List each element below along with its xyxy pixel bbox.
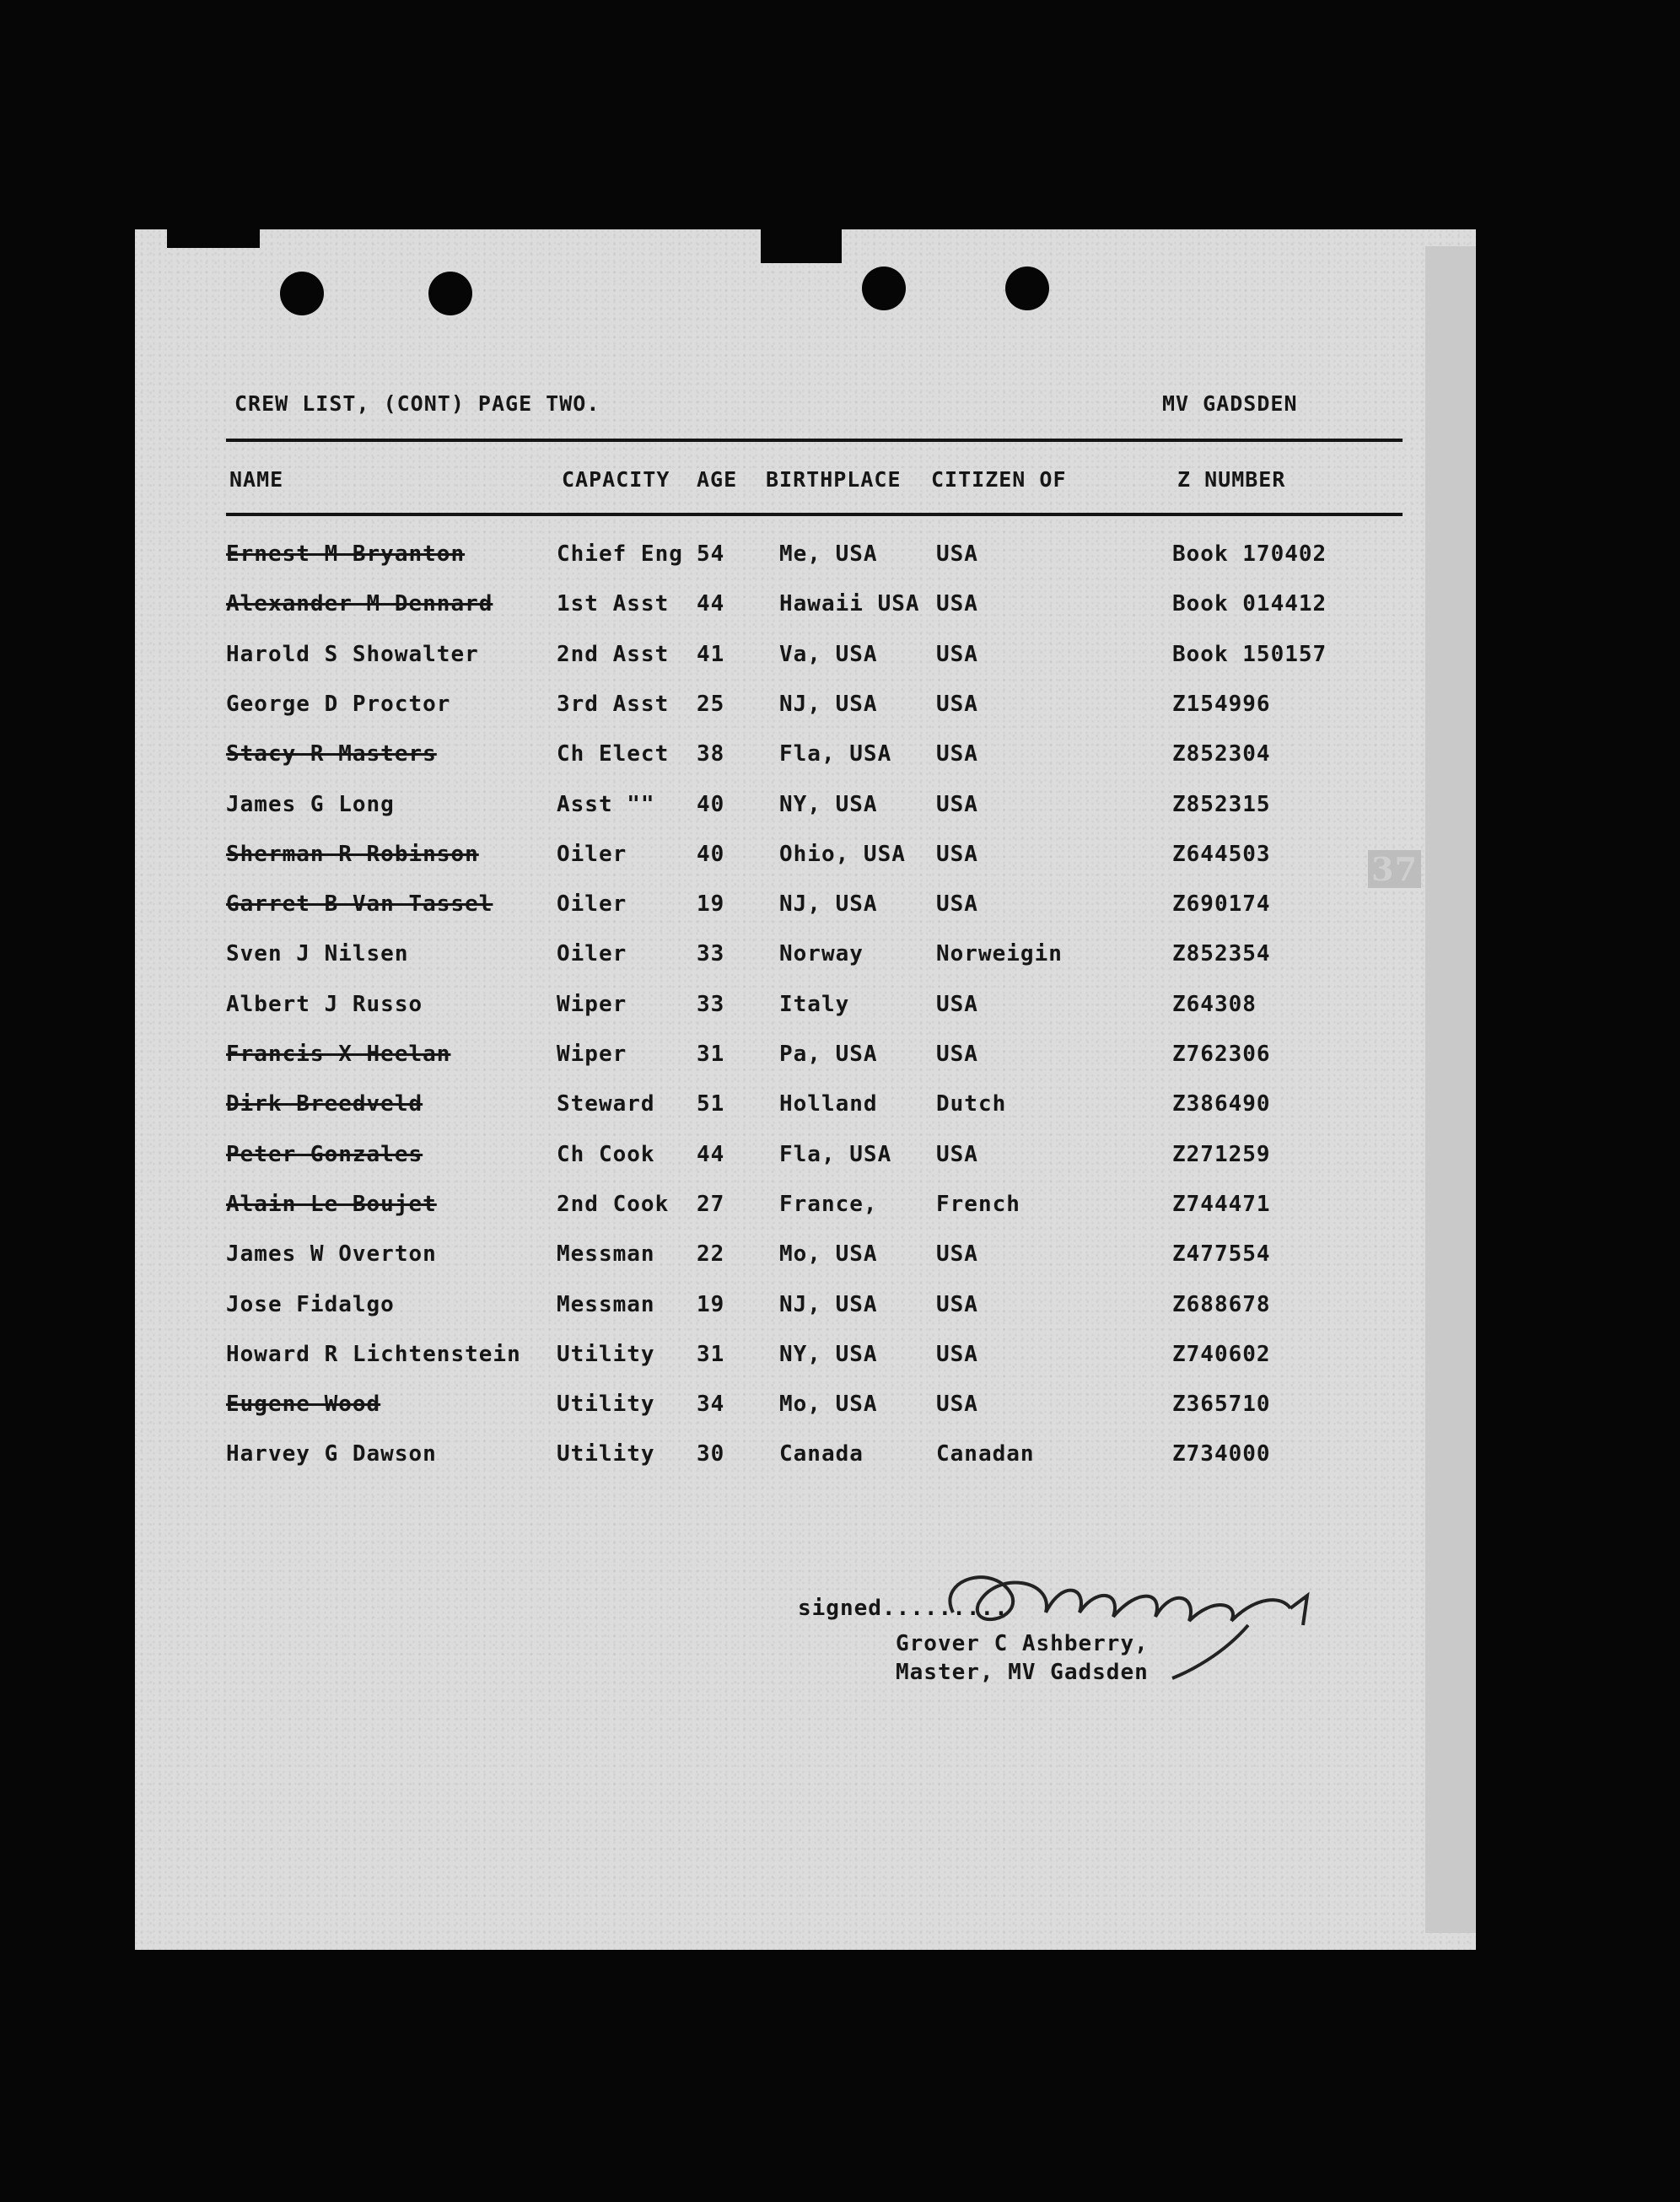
crew-birthplace: Mo, USA [779,1241,878,1268]
crew-name: Sherman R Robinson [226,841,479,867]
crew-capacity: Oiler [557,841,627,867]
crew-birthplace: Fla, USA [779,741,892,767]
table-row [135,591,1476,640]
crew-z-number: Z852304 [1172,741,1271,767]
crew-age: 19 [697,891,725,918]
crew-birthplace: Hawaii USA [779,591,920,617]
punch-hole-1 [280,272,324,315]
crew-capacity: Ch Cook [557,1141,655,1167]
crew-capacity: Steward [557,1091,655,1117]
crew-birthplace: Norway [779,941,864,967]
crew-citizen: USA [936,1141,978,1167]
page-title: CREW LIST, (CONT) PAGE TWO. [234,391,600,416]
crew-birthplace: Me, USA [779,541,878,567]
header-rule-bottom [226,513,1403,516]
crew-citizen: USA [936,541,978,567]
crew-name: Garret B Van Tassel [226,891,493,918]
table-row [135,842,1476,891]
crew-z-number: Z688678 [1172,1291,1271,1317]
crew-age: 19 [697,1291,725,1317]
crew-age: 38 [697,741,725,767]
table-row [135,1192,1476,1241]
col-citizen: CITIZEN OF [931,467,1067,492]
crew-capacity: Utility [557,1341,655,1367]
crew-birthplace: NY, USA [779,791,878,817]
crew-age: 25 [697,691,725,717]
crew-name: Harvey G Dawson [226,1441,437,1467]
crew-birthplace: Mo, USA [779,1392,878,1418]
crew-citizen: USA [936,1042,978,1067]
top-notch-mid [761,229,842,263]
punch-hole-4 [1005,267,1049,310]
crew-name: Francis X Heelan [226,1042,451,1067]
table-row [135,1042,1476,1090]
crew-z-number: Book 014412 [1172,591,1327,617]
crew-age: 31 [697,1341,725,1367]
crew-citizen: French [936,1191,1020,1217]
crew-age: 27 [697,1191,725,1217]
crew-birthplace: NY, USA [779,1341,878,1367]
crew-name: Jose Fidalgo [226,1291,395,1317]
crew-capacity: 2nd Cook [557,1191,670,1217]
punch-hole-2 [428,272,472,315]
crew-birthplace: Pa, USA [779,1042,878,1067]
crew-z-number: Z365710 [1172,1392,1271,1418]
crew-name: Dirk Breedveld [226,1091,423,1117]
table-row [135,941,1476,990]
crew-age: 31 [697,1042,725,1067]
crew-citizen: USA [936,591,978,617]
crew-capacity: Oiler [557,891,627,918]
crew-capacity: 2nd Asst [557,641,670,667]
crew-age: 30 [697,1441,725,1467]
crew-age: 40 [697,791,725,817]
crew-birthplace: Holland [779,1091,878,1117]
crew-z-number: Z64308 [1172,991,1257,1017]
table-row [135,1091,1476,1140]
crew-citizen: USA [936,1241,978,1268]
col-name: NAME [229,467,284,492]
crew-birthplace: NJ, USA [779,691,878,717]
crew-age: 34 [697,1392,725,1418]
crew-z-number: Z690174 [1172,891,1271,918]
crew-name: Eugene Wood [226,1392,381,1418]
crew-capacity: 3rd Asst [557,691,670,717]
crew-citizen: USA [936,991,978,1017]
crew-capacity: Utility [557,1441,655,1467]
crew-age: 51 [697,1091,725,1117]
table-row [135,1441,1476,1490]
table-row [135,642,1476,691]
crew-age: 40 [697,841,725,867]
crew-birthplace: NJ, USA [779,891,878,918]
crew-z-number: Z477554 [1172,1241,1271,1268]
crew-birthplace: Canada [779,1441,864,1467]
crew-capacity: Messman [557,1241,655,1268]
crew-capacity: Asst "" [557,791,655,817]
crew-name: Alain Le Boujet [226,1191,437,1217]
crew-age: 33 [697,941,725,967]
crew-z-number: Z734000 [1172,1441,1271,1467]
crew-citizen: Norweigin [936,941,1063,967]
crew-age: 44 [697,591,725,617]
crew-z-number: Z271259 [1172,1141,1271,1167]
crew-citizen: USA [936,1291,978,1317]
crew-name: Ernest M Bryanton [226,541,466,567]
crew-name: James W Overton [226,1241,437,1268]
crew-age: 41 [697,641,725,667]
crew-z-number: Z154996 [1172,691,1271,717]
col-capacity: CAPACITY [562,467,670,492]
crew-birthplace: Ohio, USA [779,841,906,867]
crew-citizen: USA [936,691,978,717]
crew-birthplace: Va, USA [779,641,878,667]
crew-name: Alexander M Dennard [226,591,493,617]
crew-name: James G Long [226,791,395,817]
page-stamp: 37 [1368,850,1421,888]
crew-z-number: Z740602 [1172,1341,1271,1367]
crew-capacity: 1st Asst [557,591,670,617]
table-row [135,1342,1476,1391]
table-row [135,891,1476,940]
crew-citizen: USA [936,791,978,817]
crew-capacity: Chief Eng [557,541,683,567]
table-row [135,1142,1476,1191]
crew-z-number: Z644503 [1172,841,1271,867]
crew-capacity: Wiper [557,991,627,1017]
crew-capacity: Wiper [557,1042,627,1067]
table-row [135,1292,1476,1341]
table-row [135,741,1476,790]
signer-name: Grover C Ashberry, [896,1631,1149,1656]
crew-citizen: USA [936,1341,978,1367]
crew-citizen: Canadan [936,1441,1035,1467]
crew-birthplace: Italy [779,991,850,1017]
col-birthplace: BIRTHPLACE [766,467,902,492]
crew-name: Peter Gonzales [226,1141,423,1167]
col-z-number: Z NUMBER [1177,467,1286,492]
table-row [135,541,1476,590]
table-row [135,692,1476,740]
crew-citizen: USA [936,641,978,667]
table-row [135,992,1476,1041]
crew-z-number: Z852354 [1172,941,1271,967]
crew-citizen: USA [936,741,978,767]
crew-capacity: Oiler [557,941,627,967]
crew-name: Sven J Nilsen [226,941,409,967]
header-rule-top [226,439,1403,442]
crew-age: 22 [697,1241,725,1268]
crew-z-number: Z852315 [1172,791,1271,817]
crew-capacity: Utility [557,1392,655,1418]
table-row [135,1241,1476,1290]
crew-citizen: USA [936,841,978,867]
crew-citizen: USA [936,891,978,918]
table-row [135,1392,1476,1440]
table-row [135,792,1476,841]
crew-citizen: USA [936,1392,978,1418]
crew-name: Howard R Lichtenstein [226,1341,521,1367]
crew-citizen: Dutch [936,1091,1007,1117]
crew-name: Harold S Showalter [226,641,479,667]
vessel-name: MV GADSDEN [1162,391,1298,416]
crew-name: George D Proctor [226,691,451,717]
crew-capacity: Ch Elect [557,741,670,767]
signer-title: Master, MV Gadsden [896,1660,1149,1685]
crew-birthplace: France, [779,1191,878,1217]
crew-z-number: Book 170402 [1172,541,1327,567]
crew-z-number: Book 150157 [1172,641,1327,667]
top-notch-left [167,229,260,248]
punch-hole-3 [862,267,906,310]
crew-z-number: Z744471 [1172,1191,1271,1217]
crew-z-number: Z762306 [1172,1042,1271,1067]
crew-birthplace: NJ, USA [779,1291,878,1317]
crew-age: 44 [697,1141,725,1167]
col-age: AGE [697,467,738,492]
signed-label: signed......... [798,1596,1009,1621]
crew-age: 54 [697,541,725,567]
crew-age: 33 [697,991,725,1017]
crew-capacity: Messman [557,1291,655,1317]
crew-list-page [135,229,1476,1950]
crew-birthplace: Fla, USA [779,1141,892,1167]
crew-name: Albert J Russo [226,991,423,1017]
crew-z-number: Z386490 [1172,1091,1271,1117]
crew-name: Stacy R Masters [226,741,437,767]
